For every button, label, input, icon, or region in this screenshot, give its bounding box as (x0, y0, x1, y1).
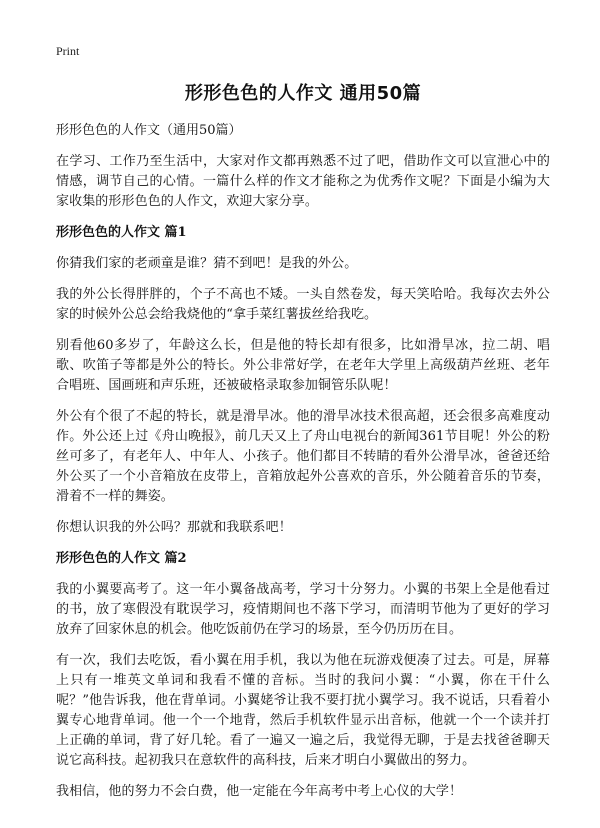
paragraph: 我的外公长得胖胖的，个子不高也不矮。一头自然卷发，每天笑哈哈。我每次去外公家的时候外公总会给我烧他的“拿手菜红薯拔丝给我吃。 (56, 287, 550, 322)
paragraph: 我相信，他的努力不会白费，他一定能在今年高考中考上心仪的大学！ (56, 784, 463, 799)
paragraph: 有一次，我们去吃饭，看小翼在用手机，我以为他在玩游戏便凑了过去。可是，屏幕上只有一堆英文单词和我看不懂的音标。当时的我问小翼：“小翼，你在干什么呢？”他告诉我，他在背单词。小翼姥爷让我不要打扰小翼学习。我不说话，只看着小翼专心地背单词。他一个一个地背，然后手机软件显示出音标，他就一个一个读并打上正确的单词，背了好几轮。看了一遍又一遍之后，我觉得无聊，于是去找爸爸聊天说它高科技。起初我只在意软件的高科技，后来才明白小翼做出的努力。 (56, 653, 550, 768)
section-heading-1: 形形色色的人作文 篇1 (56, 225, 187, 240)
paragraph: 外公有个很了不起的特长，就是滑旱冰。他的滑旱冰技术很高超，还会很多高难度动作。外公还上过《舟山晚报》，前几天又上了舟山电视台的新闻361节目呢！外公的粉丝可多了，有老年人、中年人、小孩子。他们都目不转睛的看外公滑旱冰，爸爸还给外公买了一个小音箱放在皮带上，音箱放起外公喜欢的音乐，外公随着音乐的节奏，滑着不一样的舞姿。 (56, 409, 550, 504)
paragraph: 别看他60多岁了，年龄这么长，但是他的特长却有很多，比如滑旱冰，拉二胡、唱歌、吹笛子等都是外公的特长。外公非常好学，在老年大学里上高级葫芦丝班、老年合唱班、国画班和声乐班，还被破格录取参加铜管乐队呢！ (56, 338, 550, 393)
paragraph: 你想认识我的外公吗？那就和我联系吧！ (56, 520, 292, 535)
paragraph: 你猜我们家的老顽童是谁？猜不到吧！是我的外公。 (56, 256, 358, 271)
print-link[interactable]: Print (56, 44, 80, 58)
intro-paragraph: 在学习、工作乃至生活中，大家对作文都再熟悉不过了吧，借助作文可以宣泄心中的情感，调节自己的心情。一篇什么样的作文才能称之为优秀作文呢？下面是小编为大家收集的形形色色的人作文，欢迎大家分享。 (56, 154, 550, 209)
page-title: 形形色色的人作文 通用50篇 (184, 83, 422, 104)
document-subtitle: 形形色色的人作文（通用50篇） (56, 123, 242, 138)
section-heading-2: 形形色色的人作文 篇2 (56, 551, 187, 566)
paragraph: 我的小翼要高考了。这一年小翼备战高考，学习十分努力。小翼的书架上全是他看过的书，放了寒假没有耽误学习，疫情期间也不落下学习，而清明节他为了更好的学习放弃了回家休息的机会。他吃饭前仍在学习的场景，至今仍历历在目。 (56, 582, 550, 637)
